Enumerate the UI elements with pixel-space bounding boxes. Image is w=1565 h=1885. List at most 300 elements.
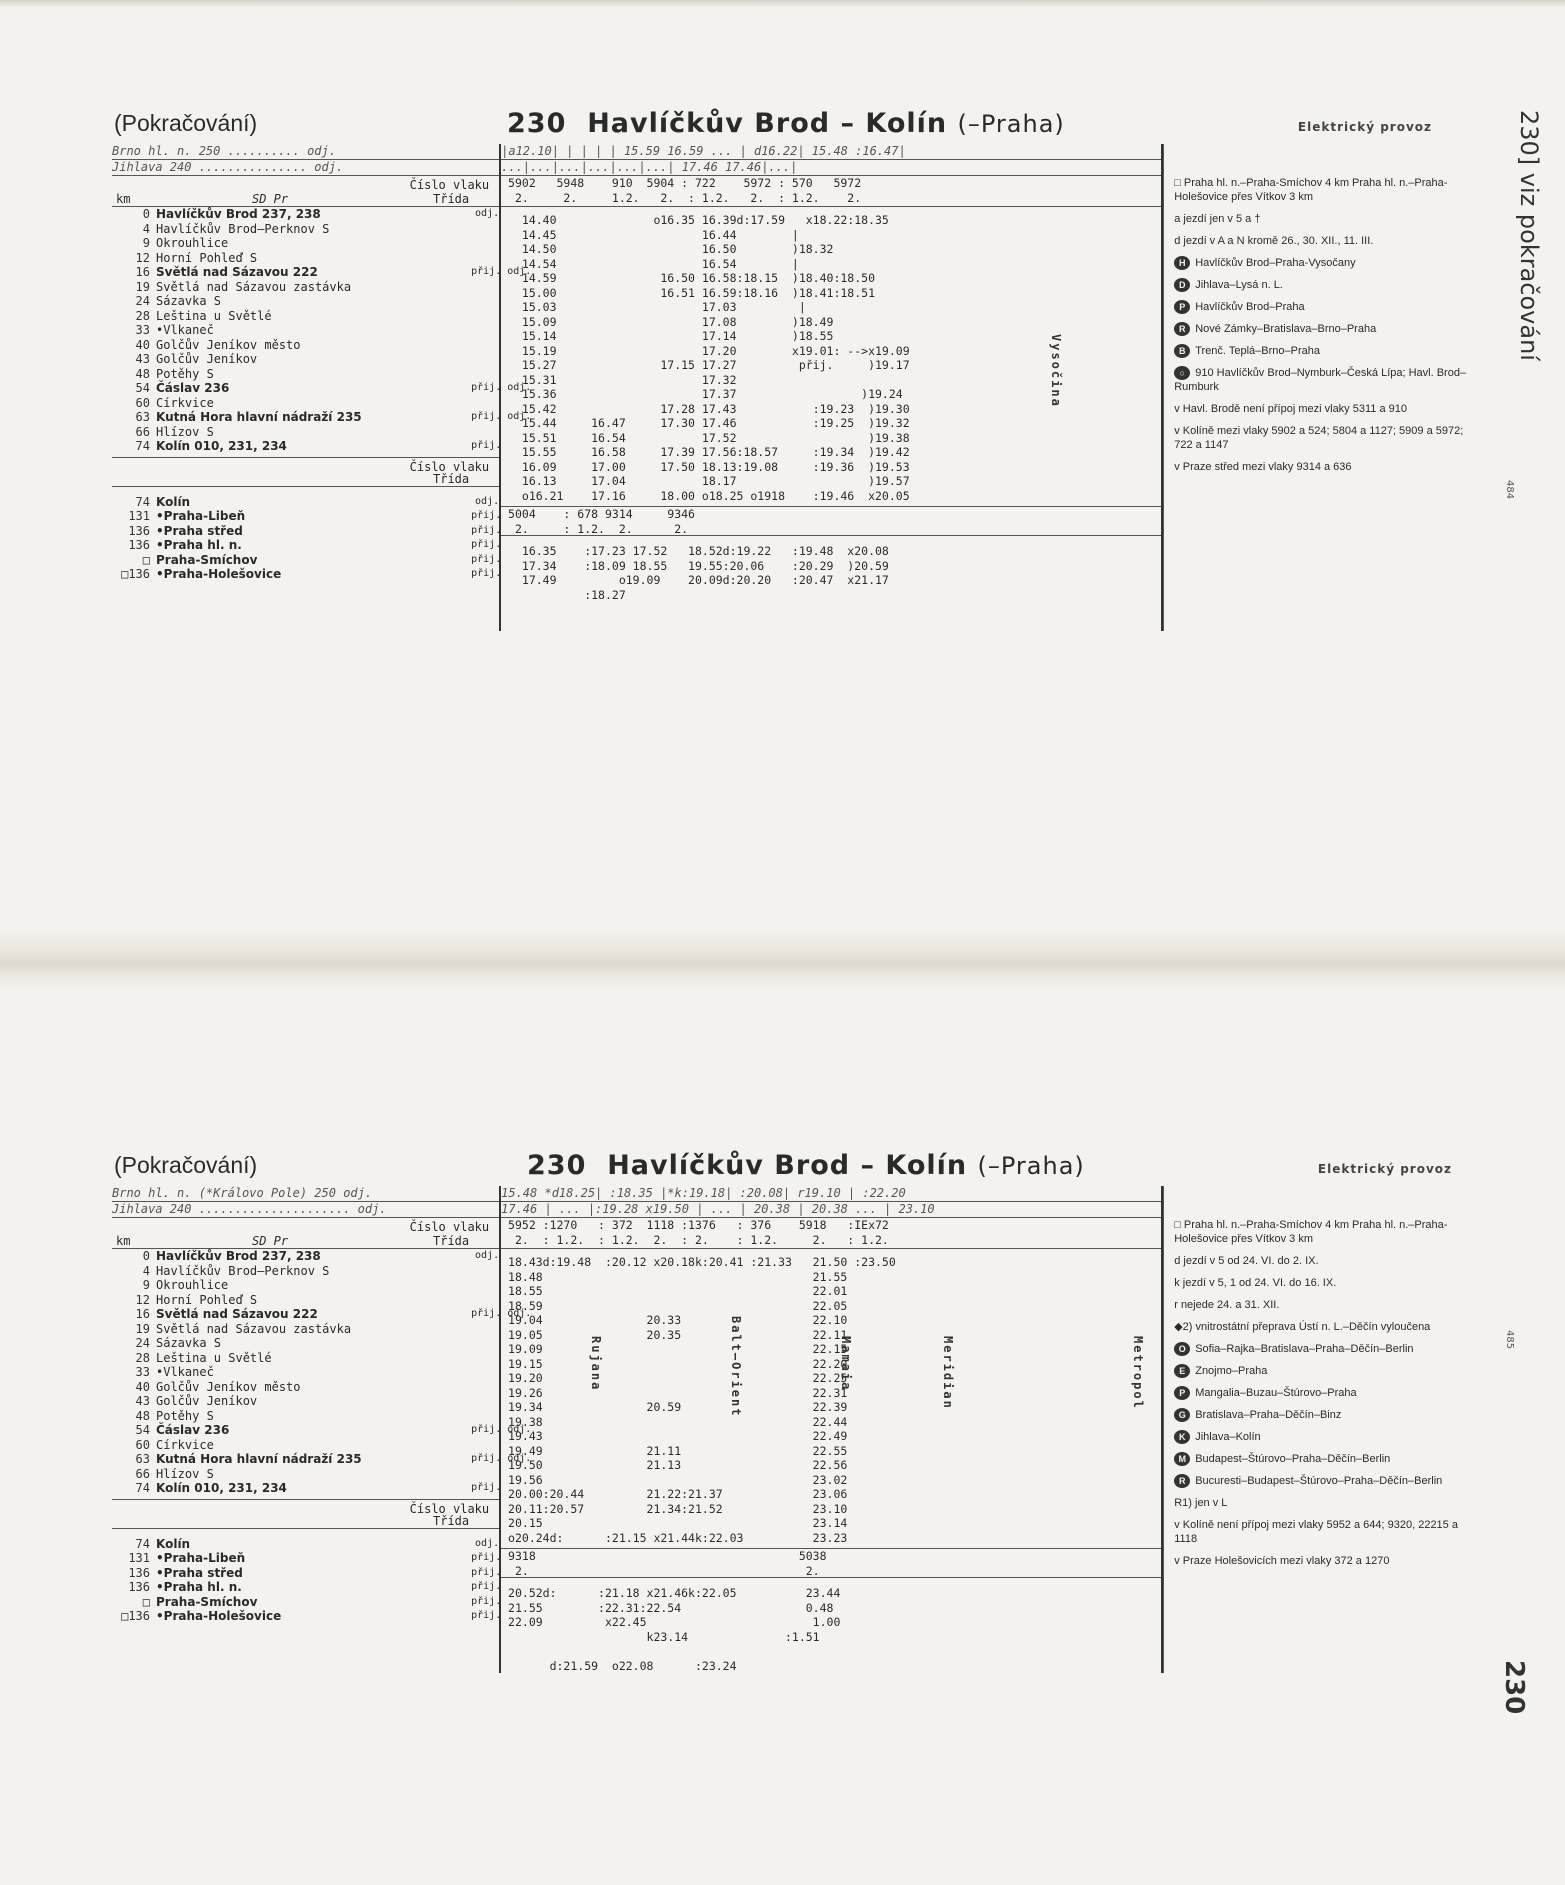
arrival-departure-mark: přij. odj. bbox=[471, 1453, 532, 1464]
stations-column bbox=[112, 144, 532, 631]
time-row: 15.00 16.51 16.59:18.16 )18.41:18.51 bbox=[501, 285, 875, 300]
footnote-text: 910 Havlíčkův Brod–Nymburk–Česká Lípa; Havl. Brod–Rumburk bbox=[1174, 367, 1467, 393]
arrival-departure-mark: odj. bbox=[475, 1250, 500, 1261]
train-name-meridian: Meridian bbox=[941, 1336, 956, 1410]
time-row: 19.26 22.31 bbox=[501, 1385, 848, 1400]
station-km: 136 bbox=[128, 1565, 150, 1580]
station-name: •Vlkaneč bbox=[156, 323, 214, 337]
footnote bbox=[1174, 1342, 1472, 1356]
arrival-departure-mark bbox=[471, 309, 499, 324]
station-km: 66 bbox=[135, 424, 150, 439]
time-row: 16.13 17.04 18.17 )19.57 bbox=[501, 474, 910, 488]
times-connection-row-2: 17.46 | ... |:19.28 x19.50 | ... | 20.38 | 20.38 ... | 23.10 bbox=[501, 1202, 1161, 1218]
arrival-departure-mark: přij. bbox=[471, 1595, 502, 1607]
timetable-title bbox=[507, 108, 1065, 139]
station-km: 54 bbox=[135, 1423, 150, 1437]
train-number-label: Číslo vlaku bbox=[409, 178, 490, 192]
time-row: 18.43d:19.48 :20.12 x20.18k:20.41 :21.33 21.50 :23.50 bbox=[501, 1255, 896, 1269]
station-name: Hlízov S bbox=[156, 1466, 214, 1481]
station-name: •Praha hl. n. bbox=[156, 1580, 242, 1594]
station-name: Havlíčkův Brod–Perknov S bbox=[156, 221, 330, 236]
footnote-text: Nové Zámky–Bratislava–Brno–Praha bbox=[1195, 323, 1377, 335]
station-list bbox=[112, 207, 532, 454]
km-label: km bbox=[116, 1234, 131, 1248]
arrival-departure-mark bbox=[471, 251, 499, 266]
footnote-text: Havlíčkův Brod–Praha bbox=[1195, 301, 1305, 313]
station-name: Golčův Jeníkov bbox=[156, 1394, 258, 1408]
time-row: 15.55 16.58 17.39 17.56:18.57 :19.34 )19.42 bbox=[501, 445, 910, 459]
time-row: d:21.59 o22.08 :23.24 bbox=[501, 1658, 806, 1673]
footnote bbox=[1174, 322, 1472, 336]
time-row: 19.20 22.25 bbox=[501, 1371, 848, 1385]
station-row bbox=[112, 294, 499, 309]
station-km: 66 bbox=[135, 1466, 150, 1481]
station-row bbox=[112, 367, 499, 382]
train-symbol-icon: M bbox=[1174, 1452, 1190, 1466]
time-row: 19.56 23.02 bbox=[501, 1472, 848, 1487]
train-numbers-2: 5004 : 678 9314 9346 bbox=[501, 507, 695, 521]
station-name: Golčův Jeníkov město bbox=[156, 1379, 301, 1394]
train-name-metropol: Metropol bbox=[1131, 1336, 1146, 1410]
footnote bbox=[1174, 344, 1472, 358]
station-name: •Praha-Libeň bbox=[156, 1551, 246, 1565]
station-name: Kutná Hora hlavní nádraží 235 bbox=[156, 410, 362, 424]
train-name-vysocina: Vysočina bbox=[1049, 334, 1064, 408]
station-km: 12 bbox=[135, 250, 150, 265]
train-symbol-icon: K bbox=[1174, 1430, 1190, 1444]
train-numbers-row-2 bbox=[501, 1549, 1161, 1578]
station-row bbox=[112, 309, 499, 324]
station-km: 40 bbox=[135, 1379, 150, 1394]
train-symbol-icon: B bbox=[1174, 344, 1190, 358]
sdpr-label: SD Pr bbox=[252, 1234, 289, 1248]
train-label-row-2 bbox=[112, 458, 499, 487]
time-row: 18.59 22.05 bbox=[501, 1298, 848, 1313]
station-name: Kolín 010, 231, 234 bbox=[156, 1481, 287, 1495]
station-row bbox=[112, 1264, 499, 1279]
footnote-text: v Havl. Brodě není přípoj mezi vlaky 5311 a 910 bbox=[1174, 403, 1407, 415]
arrival-departure-mark: přij. bbox=[471, 1566, 502, 1578]
station-row bbox=[112, 323, 499, 338]
station-name: •Praha-Holešovice bbox=[156, 567, 282, 581]
train-name-balt-orient: Balt–Orient bbox=[729, 1316, 744, 1418]
station-row bbox=[112, 236, 499, 251]
time-row: 14.59 16.50 16.58:18.15 )18.40:18.50 bbox=[501, 271, 875, 285]
station-row bbox=[112, 410, 532, 425]
train-numbers: 5902 5948 910 5904 : 722 5972 : 570 5972 bbox=[501, 176, 862, 190]
footnote-text: v Praze Holešovicích mezi vlaky 372 a 1270 bbox=[1174, 1555, 1390, 1567]
train-number-label: Číslo vlaku bbox=[409, 459, 490, 474]
time-row: 15.27 17.15 17.27 přij. )19.17 bbox=[501, 358, 910, 372]
train-numbers: 5952 :1270 : 372 1118 :1376 : 376 5918 :IEx72 bbox=[501, 1218, 889, 1232]
times-connection-row-1: 15.48 *d18.25| :18.35 |*k:19.18| :20.08| r19.10 | :22.20 bbox=[501, 1186, 1161, 1202]
arrival-departure-mark: přij. odj. bbox=[471, 382, 532, 393]
footnote bbox=[1174, 256, 1472, 270]
page-top-edge bbox=[0, 0, 1565, 8]
station-km: □ bbox=[142, 552, 150, 567]
station-km: 9 bbox=[142, 1278, 150, 1292]
footnote bbox=[1174, 1298, 1472, 1312]
arrival-departure-mark bbox=[471, 294, 499, 309]
arrival-departure-mark bbox=[471, 1394, 499, 1409]
station-km: 74 bbox=[135, 439, 150, 453]
time-row: k23.14 :1.51 bbox=[501, 1629, 820, 1644]
station-row bbox=[112, 495, 499, 510]
connection-row-brno: Brno hl. n. (*Královo Pole) 250 odj. bbox=[112, 1186, 499, 1202]
sdpr-label: SD Pr bbox=[252, 192, 289, 206]
station-row bbox=[112, 567, 502, 582]
station-km: 28 bbox=[135, 1350, 150, 1365]
time-row: 20.52d: :21.18 x21.46k:22.05 23.44 bbox=[501, 1586, 841, 1600]
station-name: •Praha hl. n. bbox=[156, 538, 242, 552]
station-list-praha bbox=[112, 494, 502, 582]
table-number: 230 bbox=[507, 108, 567, 139]
train-numbers-row bbox=[501, 1218, 1161, 1249]
time-row: 14.40 o16.35 16.39d:17.59 x18.22:18.35 bbox=[501, 213, 889, 227]
station-row bbox=[112, 1452, 532, 1467]
timetable-header bbox=[112, 108, 1472, 144]
station-name: Světlá nad Sázavou zastávka bbox=[156, 1321, 352, 1336]
train-label-row bbox=[112, 176, 499, 207]
arrival-departure-mark: přij. bbox=[471, 510, 502, 521]
time-row: 19.05 20.35 22.11 bbox=[501, 1327, 848, 1342]
station-name: Potěhy S bbox=[156, 1408, 214, 1423]
station-row bbox=[112, 1278, 499, 1293]
footnote bbox=[1174, 1430, 1472, 1444]
station-name: Čáslav 236 bbox=[156, 381, 230, 395]
station-row bbox=[112, 396, 499, 411]
arrival-departure-mark bbox=[471, 425, 499, 440]
station-km: □ bbox=[142, 1594, 150, 1609]
station-name: Kolín 010, 231, 234 bbox=[156, 439, 287, 453]
station-name: Církvice bbox=[156, 1437, 214, 1452]
time-row: 19.34 20.59 22.39 bbox=[501, 1400, 848, 1414]
station-row bbox=[112, 523, 502, 539]
time-row bbox=[501, 617, 1161, 632]
station-name: Havlíčkův Brod 237, 238 bbox=[156, 1249, 321, 1263]
train-symbol-icon: O bbox=[1174, 1342, 1190, 1356]
route-suffix: (–Praha) bbox=[977, 1152, 1085, 1180]
arrival-departure-mark bbox=[471, 280, 499, 295]
arrival-departure-mark bbox=[471, 1322, 499, 1337]
class-label: Třída bbox=[433, 1513, 470, 1528]
arrival-departure-mark: přij. bbox=[471, 553, 502, 565]
station-km: 12 bbox=[135, 1292, 150, 1307]
station-name: Golčův Jeníkov bbox=[156, 352, 258, 366]
footnote-text: Bratislava–Praha–Děčín–Binz bbox=[1195, 1409, 1342, 1421]
station-km: 74 bbox=[135, 494, 150, 509]
train-symbol-icon: E bbox=[1174, 1364, 1190, 1378]
time-row: 18.55 22.01 bbox=[501, 1284, 848, 1298]
station-km: 54 bbox=[135, 381, 150, 395]
station-row bbox=[112, 1307, 532, 1322]
station-km: 74 bbox=[135, 1536, 150, 1551]
station-row bbox=[112, 1565, 502, 1581]
station-row bbox=[112, 1551, 502, 1566]
station-name: Praha-Smíchov bbox=[156, 1594, 258, 1609]
arrival-departure-mark bbox=[471, 396, 499, 411]
station-km: 0 bbox=[142, 1249, 150, 1263]
time-rows bbox=[501, 1249, 1161, 1545]
times-column bbox=[501, 144, 1163, 631]
train-number-label: Číslo vlaku bbox=[409, 1501, 490, 1516]
train-symbol-icon: ○ bbox=[1174, 366, 1190, 380]
arrival-departure-mark bbox=[471, 1351, 499, 1366]
station-name: Sázavka S bbox=[156, 294, 222, 308]
station-km: 131 bbox=[128, 1551, 150, 1565]
arrival-departure-mark bbox=[471, 352, 499, 367]
train-number-label: Číslo vlaku bbox=[409, 1220, 490, 1234]
station-name: Světlá nad Sázavou 222 bbox=[156, 265, 318, 279]
station-row bbox=[112, 552, 502, 568]
footnote bbox=[1174, 460, 1472, 474]
arrival-departure-mark bbox=[471, 338, 499, 353]
station-row bbox=[112, 1394, 499, 1409]
time-row: 22.09 x22.45 1.00 bbox=[501, 1615, 841, 1629]
train-name-mamaia: Mamaia bbox=[839, 1336, 854, 1392]
route-suffix: (–Praha) bbox=[957, 110, 1065, 138]
arrival-departure-mark: přij. bbox=[471, 440, 502, 451]
time-row: 16.35 :17.23 17.52 18.52d:19.22 :19.48 x20.08 bbox=[501, 544, 889, 558]
time-row: o20.24d: :21.15 x21.44k:22.03 23.23 bbox=[501, 1530, 848, 1545]
station-row bbox=[112, 1537, 499, 1552]
footnote bbox=[1174, 1452, 1472, 1466]
train-numbers-row-2 bbox=[501, 507, 1161, 536]
footnote bbox=[1174, 1518, 1472, 1546]
timetable-bottom bbox=[112, 1150, 1472, 1673]
footnote-text: d jezdí v 5 od 24. VI. do 2. IX. bbox=[1174, 1255, 1319, 1267]
train-symbol-icon: R bbox=[1174, 1474, 1190, 1488]
route-name: Havlíčkův Brod – Kolín bbox=[607, 1150, 968, 1181]
station-name: Havlíčkův Brod 237, 238 bbox=[156, 207, 321, 221]
station-km: □136 bbox=[121, 1609, 150, 1623]
station-row bbox=[112, 381, 532, 396]
station-row bbox=[112, 538, 502, 553]
train-name-rujana: Rujana bbox=[589, 1336, 604, 1392]
arrival-departure-mark bbox=[471, 1278, 499, 1293]
station-row bbox=[112, 251, 499, 266]
traction-label: Elektrický provoz bbox=[1317, 1162, 1452, 1176]
footnote-text: Jihlava–Lysá n. L. bbox=[1195, 279, 1283, 291]
footnote-text: d jezdí v A a N kromě 26., 30. XII., 11. III. bbox=[1174, 235, 1374, 247]
footnote-text: v Kolíně mezi vlaky 5902 a 524; 5804 a 1127; 5909 a 5972; 722 a 1147 bbox=[1174, 425, 1464, 451]
station-km: 19 bbox=[135, 279, 150, 294]
footnote bbox=[1174, 300, 1472, 314]
station-row bbox=[112, 1423, 532, 1438]
station-row bbox=[112, 338, 499, 353]
station-km: 63 bbox=[135, 1452, 150, 1466]
station-name: Leština u Světlé bbox=[156, 1350, 272, 1365]
connection-row-brno: Brno hl. n. 250 .......... odj. bbox=[112, 144, 499, 160]
time-row: 20.11:20.57 21.34:21.52 23.10 bbox=[501, 1501, 848, 1516]
arrival-departure-mark: přij. odj. bbox=[471, 411, 532, 422]
station-km: 24 bbox=[135, 1336, 150, 1350]
time-row: 20.15 23.14 bbox=[501, 1516, 848, 1530]
station-km: 16 bbox=[135, 1307, 150, 1321]
footnote bbox=[1174, 1386, 1472, 1400]
arrival-departure-mark: přij. bbox=[471, 1581, 502, 1592]
stations-column bbox=[112, 1186, 532, 1673]
footnote-text: Budapest–Štúrovo–Praha–Děčín–Berlin bbox=[1195, 1453, 1391, 1465]
station-km: 48 bbox=[135, 1408, 150, 1423]
times-connection-row-1: |a12.10| | | | | 15.59 16.59 ... | d16.22| 15.48 :16.47| bbox=[501, 144, 1161, 160]
page-number-bottom: 485 bbox=[1504, 1330, 1515, 1350]
arrival-departure-mark bbox=[471, 367, 499, 382]
footnote-text: v Praze střed mezi vlaky 9314 a 636 bbox=[1174, 461, 1352, 473]
station-row bbox=[112, 1365, 499, 1380]
arrival-departure-mark: odj. bbox=[475, 208, 500, 219]
station-km: 60 bbox=[135, 395, 150, 410]
station-km: 136 bbox=[128, 1580, 150, 1594]
train-symbol-icon: R bbox=[1174, 322, 1190, 336]
train-classes-2: 2. : 1.2. 2. 2. bbox=[501, 521, 689, 536]
footnote-text: k jezdí v 5, 1 od 24. VI. do 16. IX. bbox=[1174, 1277, 1337, 1289]
timetable-top bbox=[112, 108, 1472, 631]
time-row: 19.50 21.13 22.56 bbox=[501, 1458, 848, 1472]
station-row bbox=[112, 222, 499, 237]
time-row: 15.14 17.14 )18.55 bbox=[501, 329, 848, 343]
time-row: 16.09 17.00 17.50 18.13:19.08 :19.36 )19.53 bbox=[501, 459, 910, 474]
timetable-grid bbox=[112, 1186, 1472, 1673]
station-name: Horní Pohleď S bbox=[156, 1292, 258, 1307]
time-rows-praha bbox=[501, 1586, 1161, 1673]
footnote-text: ◆2) vnitrostátní přeprava Ústí n. L.–Děčín vyloučena bbox=[1174, 1321, 1431, 1333]
station-row bbox=[112, 265, 532, 280]
station-km: 136 bbox=[128, 523, 150, 538]
footnote bbox=[1174, 424, 1472, 452]
class-label: Třída bbox=[433, 192, 470, 206]
arrival-departure-mark: přij. bbox=[471, 539, 502, 550]
arrival-departure-mark: přij. bbox=[471, 568, 502, 579]
arrival-departure-mark bbox=[471, 1409, 499, 1424]
station-name: Horní Pohleď S bbox=[156, 250, 258, 265]
station-name: Hlízov S bbox=[156, 424, 214, 439]
station-row bbox=[112, 1293, 499, 1308]
station-name: Okrouhlice bbox=[156, 1278, 229, 1292]
time-row: 19.43 22.49 bbox=[501, 1429, 848, 1443]
station-row bbox=[112, 1249, 499, 1264]
time-row: 21.55 :22.31:22.54 0.48 bbox=[501, 1600, 834, 1615]
station-name: Potěhy S bbox=[156, 366, 214, 381]
station-row bbox=[112, 1438, 499, 1453]
station-km: 28 bbox=[135, 308, 150, 323]
arrival-departure-mark bbox=[471, 1336, 499, 1351]
station-name: Kolín bbox=[156, 1536, 191, 1551]
station-row bbox=[112, 1609, 502, 1624]
train-label-row-2 bbox=[112, 1500, 499, 1529]
arrival-departure-mark: přij. odj. bbox=[471, 266, 532, 277]
station-name: •Praha-Libeň bbox=[156, 509, 246, 523]
time-row: o16.21 17.16 18.00 o18.25 o1918 :19.46 x20.05 bbox=[501, 488, 910, 503]
arrival-departure-mark bbox=[471, 1380, 499, 1395]
times-connection-row-2: ...|...|...|...|...|...| 17.46 17.46|...| bbox=[501, 160, 1161, 176]
station-km: 24 bbox=[135, 294, 150, 308]
footnote bbox=[1174, 234, 1472, 248]
station-row bbox=[112, 280, 499, 295]
station-km: 19 bbox=[135, 1321, 150, 1336]
station-km: 131 bbox=[128, 509, 150, 523]
arrival-departure-mark bbox=[471, 222, 499, 237]
footnote-text: □ Praha hl. n.–Praha-Smíchov 4 km Praha hl. n.–Praha-Holešovice přes Vítkov 3 km bbox=[1174, 177, 1448, 203]
station-km: 33 bbox=[135, 1365, 150, 1379]
footnote-text: □ Praha hl. n.–Praha-Smíchov 4 km Praha hl. n.–Praha-Holešovice přes Vítkov 3 km bbox=[1174, 1219, 1448, 1245]
footnote-text: a jezdí jen v 5 a † bbox=[1174, 213, 1261, 225]
arrival-departure-mark: odj. bbox=[475, 1537, 500, 1549]
side-section-number: 230 bbox=[1499, 1660, 1529, 1715]
table-number: 230 bbox=[527, 1150, 587, 1181]
footnote-text: Znojmo–Praha bbox=[1195, 1365, 1268, 1377]
train-classes: 2. : 1.2. : 1.2. 2. : 2. : 1.2. 2. : 1.2. bbox=[501, 1232, 889, 1247]
station-row bbox=[112, 1467, 499, 1482]
time-row: 19.15 22.20 bbox=[501, 1356, 848, 1371]
footnote-text: Havlíčkův Brod–Praha-Vysočany bbox=[1195, 257, 1356, 269]
station-name: Havlíčkův Brod–Perknov S bbox=[156, 1263, 330, 1278]
notes-panel bbox=[1163, 144, 1472, 631]
time-row: 20.00:20.44 21.22:21.37 23.06 bbox=[501, 1487, 848, 1501]
station-row bbox=[112, 1481, 502, 1496]
station-km: 136 bbox=[128, 538, 150, 552]
arrival-departure-mark: přij. odj. bbox=[471, 1424, 532, 1435]
arrival-departure-mark: přij. bbox=[471, 1552, 502, 1563]
side-continuation-label: 230] viz pokračování bbox=[1515, 110, 1543, 361]
arrival-departure-mark: přij. odj. bbox=[471, 1308, 532, 1319]
station-km: 9 bbox=[142, 236, 150, 250]
arrival-departure-mark bbox=[471, 323, 499, 338]
time-row: 15.36 17.37 )19.24 bbox=[501, 387, 903, 401]
footnote bbox=[1174, 1554, 1472, 1568]
arrival-departure-mark bbox=[471, 1293, 499, 1308]
time-row: 18.48 21.55 bbox=[501, 1269, 848, 1284]
train-numbers-row bbox=[501, 176, 1161, 207]
station-name: Golčův Jeníkov město bbox=[156, 337, 301, 352]
station-row bbox=[112, 352, 499, 367]
footnote-text: Mangalia–Buzau–Štúrovo–Praha bbox=[1195, 1387, 1357, 1399]
station-name: Světlá nad Sázavou zastávka bbox=[156, 279, 352, 294]
footnote-text: Jihlava–Kolín bbox=[1195, 1431, 1261, 1443]
footnote-text: Trenč. Teplá–Brno–Praha bbox=[1195, 345, 1320, 357]
station-row bbox=[112, 1380, 499, 1395]
time-row: 19.49 21.11 22.55 bbox=[501, 1443, 848, 1458]
time-row: 17.34 :18.09 18.55 19.55:20.06 :20.29 )20.59 bbox=[501, 558, 889, 573]
station-name: •Praha střed bbox=[156, 1565, 243, 1580]
station-km: 43 bbox=[135, 352, 150, 366]
station-name: Kutná Hora hlavní nádraží 235 bbox=[156, 1452, 362, 1466]
footnote bbox=[1174, 278, 1472, 292]
train-symbol-icon: P bbox=[1174, 1386, 1190, 1400]
footnote bbox=[1174, 1320, 1472, 1334]
time-row: 15.42 17.28 17.43 :19.23 )19.30 bbox=[501, 401, 910, 416]
timetable-header bbox=[112, 1150, 1472, 1186]
station-km: 40 bbox=[135, 337, 150, 352]
arrival-departure-mark: přij. bbox=[471, 1482, 502, 1493]
footnote-text: Sofia–Rajka–Bratislava–Praha–Děčín–Berlin bbox=[1195, 1343, 1414, 1355]
footnote-text: v Kolíně není přípoj mezi vlaky 5952 a 644; 9320, 22215 a 1118 bbox=[1174, 1519, 1458, 1545]
times-column bbox=[501, 1186, 1163, 1673]
arrival-departure-mark bbox=[471, 1365, 499, 1380]
continued-label: (Pokračování) bbox=[114, 1152, 258, 1178]
time-row: 15.19 17.20 x19.01: -->x19.09 bbox=[501, 343, 910, 358]
station-row bbox=[112, 1322, 499, 1337]
time-row: 15.03 17.03 | bbox=[501, 300, 855, 314]
station-row bbox=[112, 1409, 499, 1424]
footnote bbox=[1174, 212, 1472, 226]
footnote bbox=[1174, 1276, 1472, 1290]
station-name: •Praha střed bbox=[156, 523, 243, 538]
time-row: 15.51 16.54 17.52 )19.38 bbox=[501, 430, 910, 445]
route-name: Havlíčkův Brod – Kolín bbox=[587, 108, 948, 139]
time-row: :18.27 bbox=[501, 587, 855, 602]
station-list-praha bbox=[112, 1536, 502, 1624]
